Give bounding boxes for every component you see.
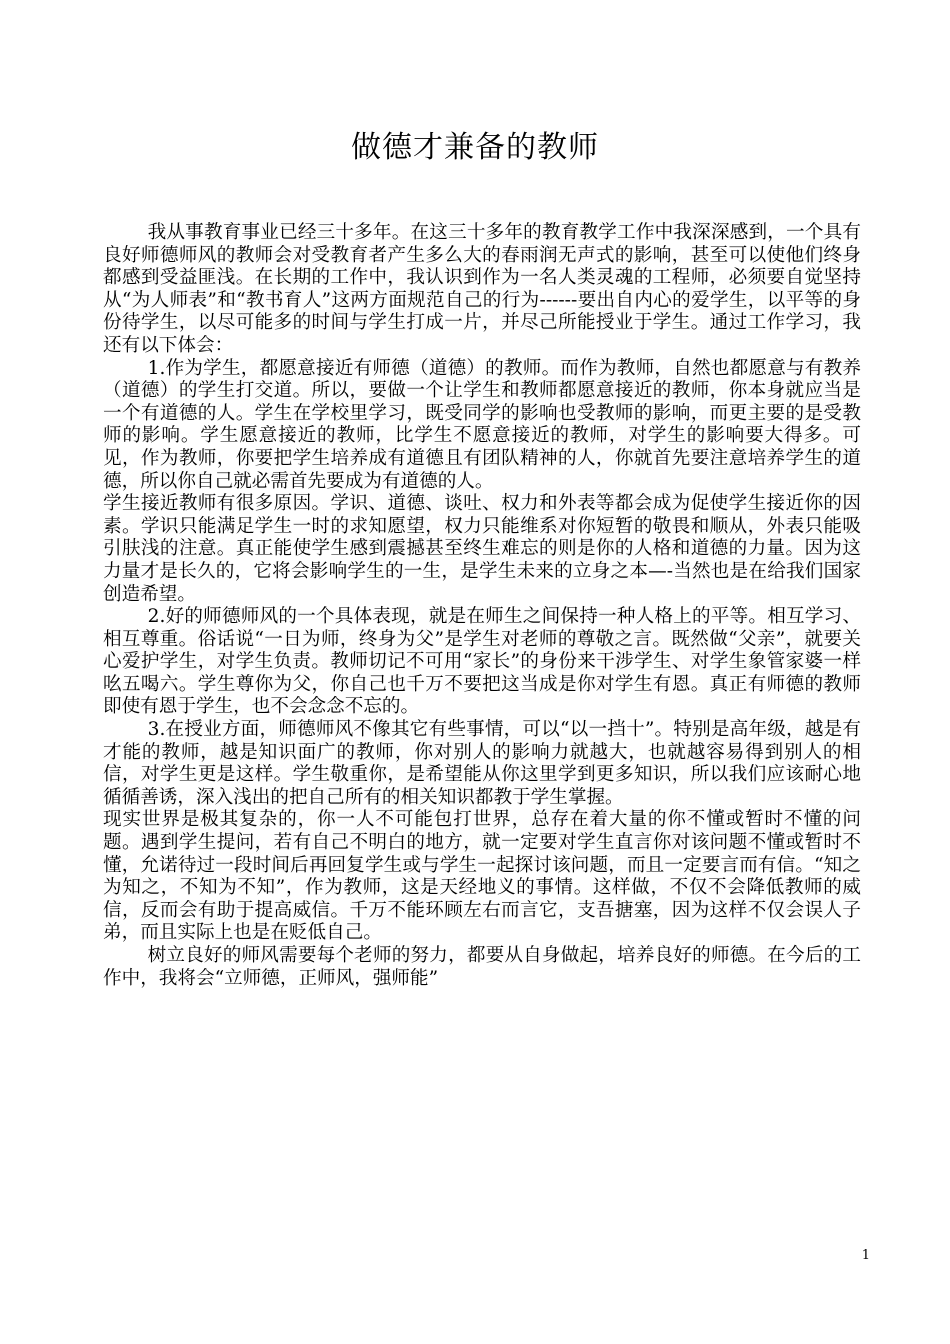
paragraph-point-2: 2.好的师德师风的一个具体表现，就是在师生之间保持一种人格上的平等。相互学习、相互尊重。俗话说“一日为师，终身为父”是学生对老师的尊敬之言。既然做“父亲”，就要关心爱护学生，对学生负责。教师切记不可用“家长”的身份来干涉学生、对学生象管家婆一样吆五喝六。学生尊你为父，你自己也千万不要把这当成是你对学生有恩。真正有师德的教师即使有恩于学生，也不会念念不忘的。 — [103, 606, 861, 718]
paragraph-intro: 我从事教育事业已经三十多年。在这三十多年的教育教学工作中我深深感到，一个具有良好师德师风的教师会对受教育者产生多么大的春雨润无声式的影响，甚至可以使他们终身都感到受益匪浅。在长期的工作中，我认识到作为一名人类灵魂的工程师，必须要自觉坚持从“为人师表”和“教书育人”这两方面规范自己的行为------要出自内心的爱学生，以平等的身份待学生，以尽可能多的时间与学生打成一片，并尽己所能授业于学生。通过工作学习，我还有以下体会： — [103, 222, 861, 356]
document-body — [103, 222, 861, 990]
paragraph-point-1-continued: 学生接近教师有很多原因。学识、道德、谈吐、权力和外表等都会成为促使学生接近你的因素。学识只能满足学生一时的求知愿望，权力只能维系对你短暂的敬畏和顺从，外表只能吸引肤浅的注意。真正能使学生感到震撼甚至终生难忘的则是你的人格和道德的力量。因为这力量才是长久的，它将会影响学生的一生，是学生未来的立身之本—-当然也是在给我们国家创造希望。 — [103, 493, 861, 605]
document-title: 做德才兼备的教师 — [351, 130, 599, 165]
paragraph-point-1: 1.作为学生，都愿意接近有师德（道德）的教师。而作为教师，自然也都愿意与有教养（道德）的学生打交道。所以，要做一个让学生和教师都愿意接近的教师，你本身就应当是一个有道德的人。学生在学校里学习，既受同学的影响也受教师的影响，而更主要的是受教师的影响。学生愿意接近的教师，比学生不愿意接近的教师，对学生的影响要大得多。可见，作为教师，你要把学生培养成有道德且有团队精神的人，你就首先要注意培养学生的道德，所以你自己就必需首先要成为有道德的人。 — [103, 357, 861, 492]
paragraph-conclusion: 树立良好的师风需要每个老师的努力，都要从自身做起，培养良好的师德。在今后的工作中，我将会“立师德，正师风，强师能” — [103, 945, 861, 989]
paragraph-point-3-continued: 现实世界是极其复杂的，你一人不可能包打世界，总存在着大量的你不懂或暂时不懂的问题。遇到学生提问，若有自己不明白的地方，就一定要对学生直言你对该问题不懂或暂时不懂，允诺待过一段时间后再回复学生或与学生一起探讨该问题，而且一定要言而有信。“知之为知之，不知为不知”，作为教师，这是天经地义的事情。这样做，不仅不会降低教师的威信，反而会有助于提高威信。千万不能环顾左右而言它，支吾搪塞，因为这样不仅会误人子弟，而且实际上也是在贬低自己。 — [103, 809, 861, 944]
paragraph-point-3: 3.在授业方面，师德师风不像其它有些事情，可以“以一挡十”。特别是高年级，越是有才能的教师，越是知识面广的教师，你对别人的影响力就越大，也就越容易得到别人的相信，对学生更是这样。学生敬重你，是希望能从你这里学到更多知识，所以我们应该耐心地循循善诱，深入浅出的把自己所有的相关知识都教于学生掌握。 — [103, 719, 861, 808]
page-number: 1 — [861, 1248, 870, 1263]
